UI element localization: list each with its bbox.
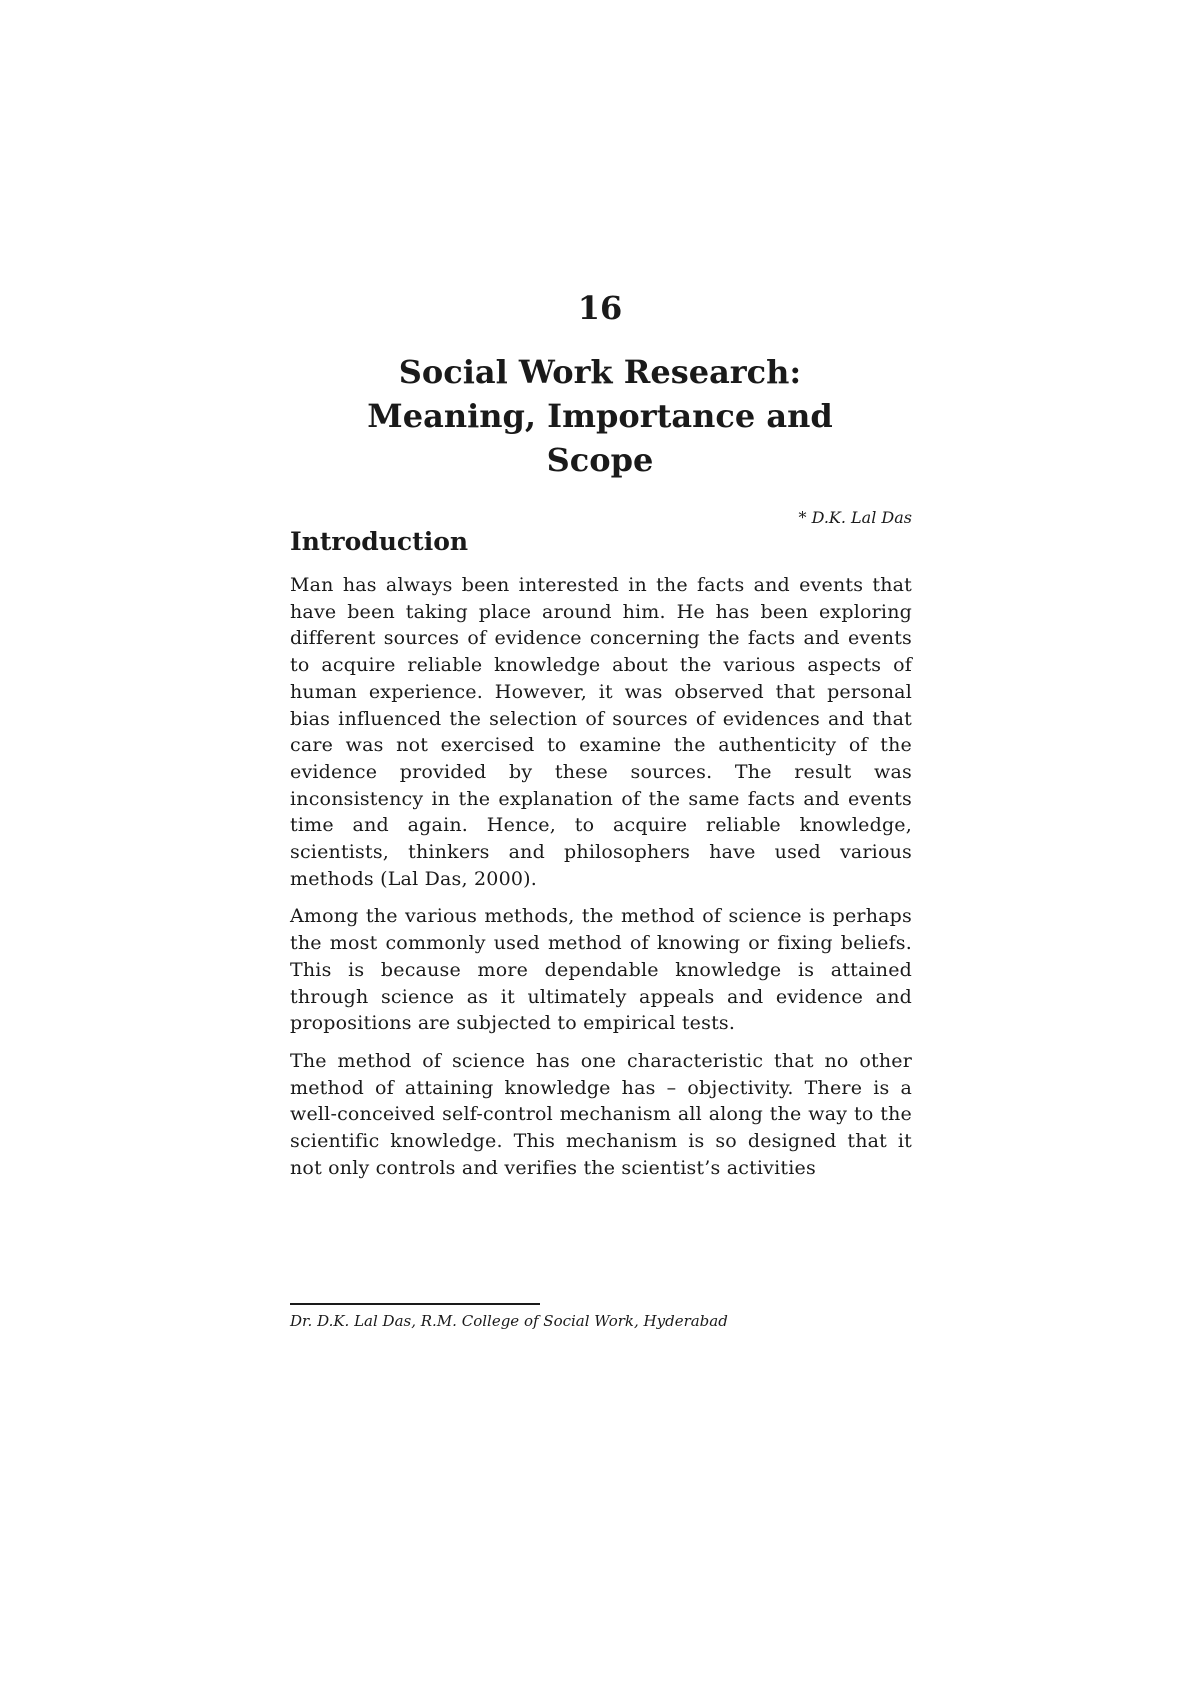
chapter-title-line-3: Scope (546, 441, 654, 479)
body-text (290, 572, 912, 1192)
footnote: Dr. D.K. Lal Das, R.M. College of Social Work, Hyderabad (290, 1312, 728, 1330)
paragraph-1: Man has always been interested in the facts and events that have been taking place around him. He has been exploring different sources of evidence concerning the facts and events to acquire reliable knowledge about the various aspects of human experience. However, it was observed that personal bias influenced the selection of sources of evidences and that care was not exercised to examine the authenticity of the evidence provided by these sources. The result was inconsistency in the explanation of the same facts and events time and again. Hence, to acquire reliable knowledge, scientists, thinkers and philosophers have used various methods (Lal Das, 2000). (290, 574, 912, 890)
author-byline: * D.K. Lal Das (798, 508, 912, 527)
chapter-title (290, 350, 910, 482)
chapter-title-line-1: Social Work Research: (398, 353, 802, 391)
paragraph-3: The method of science has one characteristic that no other method of attaining knowledge has – objectivity. There is a well-conceived self-control mechanism all along the way to the scientific knowledge. This mechanism is so designed that it not only controls and verifies the scientist’s activities (290, 1049, 912, 1179)
chapter-title-line-2: Meaning, Importance and (367, 397, 833, 435)
chapter-number: 16 (577, 289, 623, 327)
section-heading: Introduction (290, 527, 469, 556)
footnote-divider (290, 1303, 540, 1305)
paragraph-2: Among the various methods, the method of science is perhaps the most commonly used method of knowing or fixing beliefs. This is because more dependable knowledge is attained through science as it ultimately appeals and evidence and propositions are subjected to empirical tests. (290, 905, 912, 1035)
